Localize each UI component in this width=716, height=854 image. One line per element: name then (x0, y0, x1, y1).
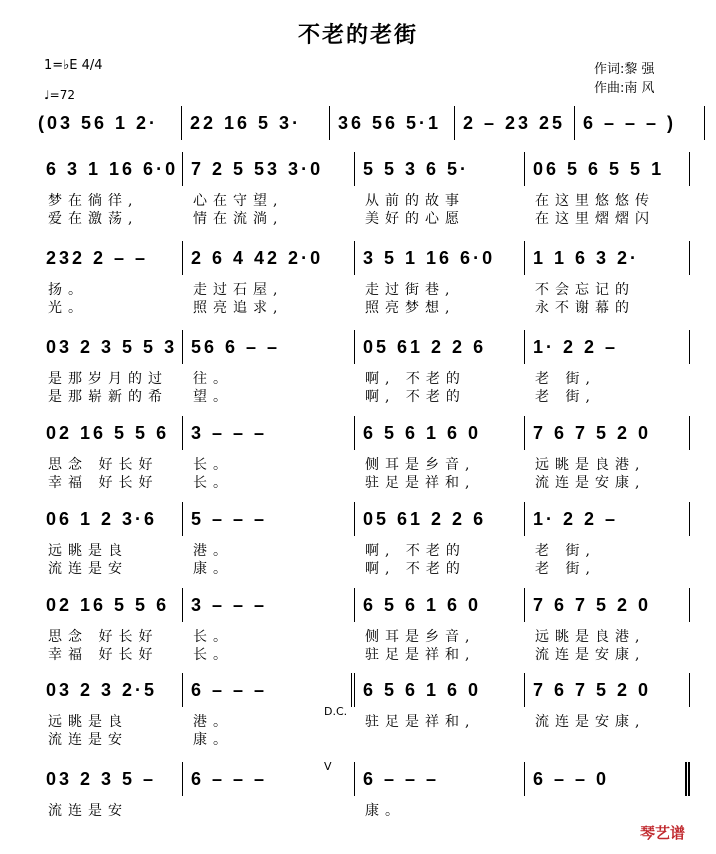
score-row-7 (38, 588, 690, 622)
lyric-text: 幸福 好长好 (48, 475, 159, 491)
lyric-text: 康。 (193, 732, 233, 748)
lyric-text: 啊, 不老的 (365, 543, 466, 559)
measure: 1 1 6 3 2· (525, 241, 690, 275)
measure: 05 61 2 2 6 (355, 330, 525, 364)
measure: 2 6 4 42 2·0 (183, 241, 355, 275)
lyric-text: 康。 (365, 803, 405, 819)
score-row-4 (38, 330, 690, 364)
lyric-text: 往。 (193, 371, 233, 387)
lyric-text: 流连是安 (48, 803, 128, 819)
lyric-text: 望。 (193, 389, 233, 405)
lyric-text: 长。 (193, 629, 233, 645)
score-row-1 (30, 106, 705, 140)
measure: 02 16 5 5 6 (38, 588, 183, 622)
measure: 6 5 6 1 6 0 (355, 673, 525, 707)
lyric-text: 在这里熠熠闪 (535, 211, 655, 227)
score-row-2 (38, 152, 690, 186)
lyrics-line-1 (38, 279, 690, 299)
lyrics-line-1 (38, 711, 690, 731)
measure: 7 6 7 5 2 0 (525, 588, 690, 622)
credits (594, 60, 655, 98)
measure: 6 – – – (183, 762, 355, 796)
lyrics-line-1 (38, 626, 690, 646)
score-row-5 (38, 416, 690, 450)
lyric-text: 长。 (193, 475, 233, 491)
lyric-text: 扬。 (48, 282, 88, 298)
lyrics-line-2 (38, 386, 690, 406)
lyric-text: 流连是安康, (535, 647, 646, 663)
da-capo-mark: D.C. (324, 705, 348, 718)
lyric-text: 情在流淌, (193, 211, 284, 227)
lyric-text: 啊, 不老的 (365, 389, 466, 405)
lyricist: 作词:黎 强 (594, 62, 655, 77)
key-signature: 1=♭E 4/4 (44, 58, 103, 73)
measure: 1· 2 2 – (525, 502, 690, 536)
lyrics-line-2 (38, 644, 690, 664)
lyric-text: 光。 (48, 300, 88, 316)
lyrics-line-2 (38, 297, 690, 317)
lyric-text: 侧耳是乡音, (365, 629, 476, 645)
measure: 5 5 3 6 5· (355, 152, 525, 186)
measure: 7 6 7 5 2 0 (525, 416, 690, 450)
measure: (03 56 1 2· (30, 106, 182, 140)
lyric-text: 流连是安康, (535, 714, 646, 730)
measure: 6 5 6 1 6 0 (355, 416, 525, 450)
measure: 7 2 5 53 3·0 (183, 152, 355, 186)
measure: 7 6 7 5 2 0 (525, 673, 690, 707)
lyric-text: 港。 (193, 543, 233, 559)
measure: 36 56 5·1 (330, 106, 455, 140)
lyric-text: 爱在激荡, (48, 211, 139, 227)
tempo-marking: ♩=72 (44, 88, 75, 102)
measure: 6 5 6 1 6 0 (355, 588, 525, 622)
lyric-text: 流连是安康, (535, 475, 646, 491)
lyric-text (525, 800, 690, 820)
lyric-text: 思念 好长好 (48, 629, 159, 645)
lyrics-line-2 (38, 208, 690, 228)
measure: 6 – – – ) (575, 106, 705, 140)
measure: 06 1 2 3·6 (38, 502, 183, 536)
measure: 232 2 – – (38, 241, 183, 275)
score-row-6 (38, 502, 690, 536)
lyric-text: 啊, 不老的 (365, 371, 466, 387)
watermark-logo: 琴艺谱 (640, 824, 686, 842)
measure: 6 – – – (183, 673, 355, 707)
lyric-text: 不会忘记的 (535, 282, 635, 298)
lyric-text: 心在守望, (193, 193, 284, 209)
lyric-text: 侧耳是乡音, (365, 457, 476, 473)
measure: 06 5 6 5 5 1 (525, 152, 690, 186)
lyric-text: 驻足是祥和, (365, 714, 476, 730)
lyric-text: 照亮追求, (193, 300, 284, 316)
breath-mark: V (324, 760, 332, 773)
lyric-text: 梦在徜徉, (48, 193, 139, 209)
lyric-text (355, 729, 525, 749)
measure: 02 16 5 5 6 (38, 416, 183, 450)
lyric-text: 远眺是良 (48, 714, 128, 730)
lyrics-line-1 (38, 800, 690, 820)
lyrics-line-2 (38, 472, 690, 492)
lyric-text: 远眺是良港, (535, 629, 646, 645)
lyrics-line-2 (38, 729, 690, 749)
lyric-text: 老 街, (535, 561, 596, 577)
measure: 2 – 23 25 (455, 106, 575, 140)
lyric-text (525, 729, 690, 749)
lyric-text (183, 800, 355, 820)
measure: 6 – – – (355, 762, 525, 796)
measure: 03 2 3 5 5 3 (38, 330, 183, 364)
lyric-text: 流连是安 (48, 561, 128, 577)
lyrics-line-1 (38, 454, 690, 474)
score-row-3 (38, 241, 690, 275)
lyric-text: 啊, 不老的 (365, 561, 466, 577)
song-title: 不老的老街 (297, 23, 418, 48)
lyric-text: 老 街, (535, 371, 596, 387)
lyric-text: 老 街, (535, 543, 596, 559)
lyric-text: 远眺是良 (48, 543, 128, 559)
measure: 03 2 3 2·5 (38, 673, 183, 707)
lyric-text: 驻足是祥和, (365, 647, 476, 663)
lyric-text: 从前的故事 (365, 193, 465, 209)
lyric-text: 是那岁月的过 (48, 371, 168, 387)
lyric-text: 走过街巷, (365, 282, 456, 298)
measure: 05 61 2 2 6 (355, 502, 525, 536)
score-row-8 (38, 673, 690, 707)
measure: 3 – – – (183, 416, 355, 450)
lyric-text: 老 街, (535, 389, 596, 405)
measure: 3 – – – (183, 588, 355, 622)
measure: 56 6 – – (183, 330, 355, 364)
lyrics-line-1 (38, 540, 690, 560)
measure: 22 16 5 3· (182, 106, 330, 140)
composer: 作曲:南 风 (594, 81, 655, 96)
lyric-text: 照亮梦想, (365, 300, 456, 316)
lyrics-line-1 (38, 368, 690, 388)
lyric-text: 长。 (193, 647, 233, 663)
lyric-text: 美好的心愿 (365, 211, 465, 227)
lyric-text: 驻足是祥和, (365, 475, 476, 491)
lyric-text: 港。 (193, 714, 233, 730)
lyrics-line-2 (38, 558, 690, 578)
lyric-text: 是那崭新的希 (48, 389, 168, 405)
measure: 6 3 1 16 6·0 (38, 152, 183, 186)
measure: 3 5 1 16 6·0 (355, 241, 525, 275)
measure: 6 – – 0 (525, 762, 690, 796)
lyric-text: 永不谢幕的 (535, 300, 635, 316)
lyrics-line-1 (38, 190, 690, 210)
lyric-text: 幸福 好长好 (48, 647, 159, 663)
measure: 5 – – – (183, 502, 355, 536)
lyric-text: 康。 (193, 561, 233, 577)
lyric-text: 在这里悠悠传 (535, 193, 655, 209)
lyric-text: 走过石屋, (193, 282, 284, 298)
lyric-text: 流连是安 (48, 732, 128, 748)
lyric-text: 长。 (193, 457, 233, 473)
lyric-text: 思念 好长好 (48, 457, 159, 473)
score-row-9 (38, 762, 690, 796)
lyric-text: 远眺是良港, (535, 457, 646, 473)
measure: 03 2 3 5 – (38, 762, 183, 796)
measure: 1· 2 2 – (525, 330, 690, 364)
